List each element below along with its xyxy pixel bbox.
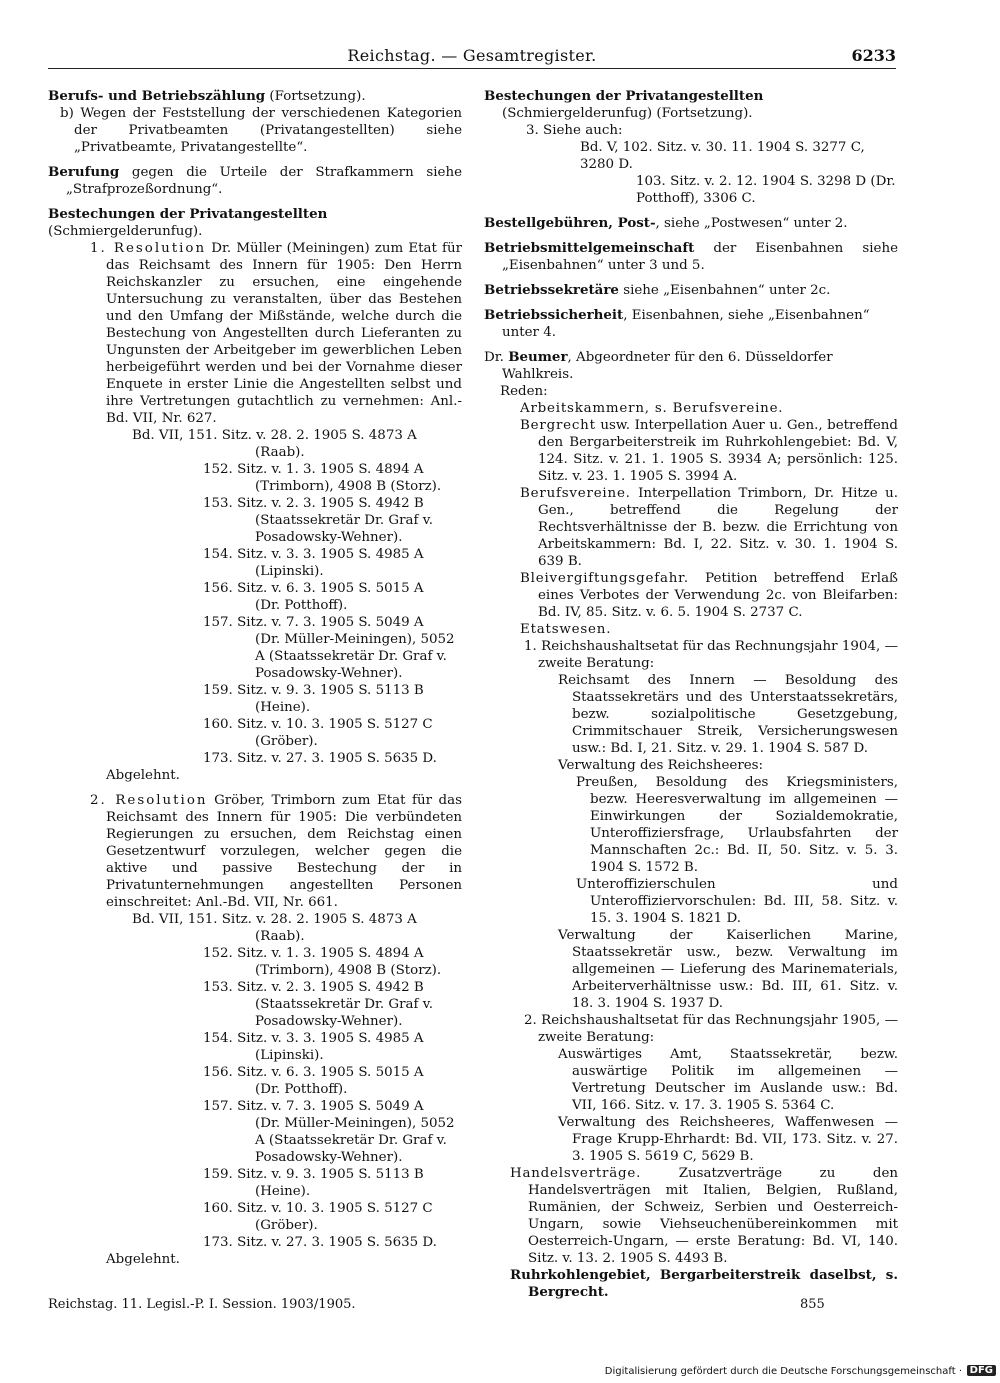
reference-speaker: (Staatssekretär Dr. Graf v. Posadowsky-Wehner). bbox=[255, 513, 433, 545]
reference-citation: 154. Sitz. v. 3. 3. 1905 S. 4985 A bbox=[203, 1031, 424, 1046]
reference-list bbox=[48, 427, 462, 767]
reference-citation: 160. Sitz. v. 10. 3. 1905 S. 5127 C bbox=[203, 717, 433, 732]
budget-subsubitem: Unteroffizierschulen und Unteroffiziervorschulen: Bd. III, 58. Sitz. v. 15. 3. 1904 S. 1821 D. bbox=[576, 877, 898, 926]
running-title: Reichstag. — Gesamtregister. bbox=[347, 46, 597, 65]
budget-subitem: Auswärtiges Amt, Staatssekretär, bezw. auswärtige Politik im allgemeinen — Vertretung Deutscher im Auslande usw.: Bd. VII, 166. Sitz. v. 17. 3. 1905 S. 5364 C. bbox=[558, 1047, 898, 1113]
speech-text: usw. Interpellation Auer u. Gen., betreffend den Bergarbeiterstreik im Ruhrkohlengebiet: Bd. V, 124. Sitz. v. 21. 1. 1905 S. 3934 A; persönlich: 125. Sitz. v. 23. 1. 1905 S. 3994 A. bbox=[538, 418, 898, 484]
status-abgelehnt: Abgelehnt. bbox=[106, 1252, 180, 1267]
reference-line: 103. Sitz. v. 2. 12. 1904 S. 3298 D (Dr. Potthoff), 3306 C. bbox=[636, 174, 896, 206]
resolution-text: Gröber, Trimborn zum Etat für das Reichsamt des Innern für 1905: Die verbündeten Regierungen zu ersuchen, dem Reichstag einen Gesetzentwurf vorzulegen, welcher gegen die aktive und passive Bestechung der in Privatunternehmungen angestellten Personen einschreitet: Anl.-Bd. VII, Nr. 661. bbox=[106, 793, 462, 910]
speech-entry bbox=[520, 485, 898, 570]
budget-subitem: Verwaltung des Reichsheeres: bbox=[558, 758, 764, 773]
title-prefix: Dr. bbox=[484, 350, 509, 365]
status-abgelehnt: Abgelehnt. bbox=[106, 768, 180, 783]
reference-speaker: (Dr. Potthoff). bbox=[255, 598, 348, 613]
entry-bestechungen bbox=[48, 206, 462, 1268]
speech-entry: Arbeitskammern, s. Berufsvereine. bbox=[520, 401, 784, 416]
reference-speaker: (Gröber). bbox=[255, 734, 318, 749]
entry-bestechungen-cont bbox=[484, 88, 898, 207]
reference-speaker: (Raab). bbox=[255, 929, 305, 944]
budget-subitem: Verwaltung der Kaiserlichen Marine, Staatssekretär usw., bezw. Verwaltung im allgemeinen — Lieferung des Marinematerials, Arbeiterverhältnisse usw.: Bd. III, 61. Sitz. v. 18. 3. 1904 S. 1937 D. bbox=[558, 928, 898, 1011]
reference-entry bbox=[48, 546, 462, 580]
reference-citation: 154. Sitz. v. 3. 3. 1905 S. 4985 A bbox=[203, 547, 424, 562]
speech-text: Zusatzverträge zu den Handelsverträgen mit Italien, Belgien, Rußland, Rumänien, der Schweiz, Serbien und Oesterreich-Ungarn, sowie Viehseuchenübereinkommen mit Oesterreich-Ungarn, — erste Beratung: Bd. VI, 140. Sitz. v. 13. 2. 1905 S. 4493 B. bbox=[528, 1166, 898, 1266]
reference-citation: 152. Sitz. v. 1. 3. 1905 S. 4894 A bbox=[203, 946, 424, 961]
reference-speaker: (Raab). bbox=[255, 445, 305, 460]
reden-label: Reden: bbox=[500, 384, 548, 399]
entry-heading-suffix: (Schmiergelderunfug). bbox=[48, 224, 203, 239]
reference-entry bbox=[48, 1030, 462, 1064]
budget-subsubitem: Preußen, Besoldung des Kriegsministers, bezw. Heeresverwaltung im allgemeinen — Einwirkungen der Sozialdemokratie, Unteroffiziersfrage, Urlaubsfahrten der Mannschaften 2c.: Bd. II, 50. Sitz. v. 5. 3. 1904 S. 1572 B. bbox=[576, 775, 898, 875]
resolution-1 bbox=[48, 240, 462, 427]
see-also: 3. Siehe auch: bbox=[526, 123, 623, 138]
speech-topic: Bleivergiftungsgefahr. bbox=[520, 571, 689, 586]
speech-list bbox=[484, 400, 898, 1301]
reference-speaker: (Heine). bbox=[255, 700, 311, 715]
reference-entry bbox=[48, 911, 462, 945]
reference-entry bbox=[48, 1098, 462, 1166]
page-number: 6233 bbox=[851, 46, 896, 65]
page-header bbox=[48, 44, 896, 69]
entry-bestellgebuehren bbox=[484, 215, 898, 232]
reference-speaker: (Staatssekretär Dr. Graf v. Posadowsky-Wehner). bbox=[255, 997, 433, 1029]
entry-berufszaehlung bbox=[48, 88, 462, 156]
entry-heading: Betriebssekretäre bbox=[484, 282, 619, 298]
entry-betriebsmittelgemeinschaft bbox=[484, 240, 898, 274]
dfg-logo: DFG bbox=[967, 1365, 996, 1376]
budget-subitem: Reichsamt des Innern — Besoldung des Staatssekretärs und des Unterstaatssekretärs, bezw. sozialpolitische Gesetzgebung, Crimmitschauer Streik, Versicherungswesen usw.: Bd. I, 21. Sitz. v. 29. 1. 1904 S. 587 D. bbox=[558, 673, 898, 756]
entry-text: b) Wegen der Feststellung der verschiedenen Kategorien der Privatbeamten (Privatangestellten) siehe „Privatbeamte, Privatangestellte“. bbox=[60, 106, 462, 155]
entry-heading: Betriebssicherheit bbox=[484, 307, 624, 323]
reference-citation: 153. Sitz. v. 2. 3. 1905 S. 4942 B bbox=[203, 980, 424, 995]
dfg-credit-text: Digitalisierung gefördert durch die Deutsche Forschungsgemeinschaft · bbox=[604, 1366, 962, 1377]
left-column bbox=[48, 88, 462, 1276]
budget-subitem: Verwaltung des Reichsheeres, Waffenwesen — Frage Krupp-Ehrhardt: Bd. VII, 173. Sitz. v. 27. 3. 1905 S. 5619 C, 5629 B. bbox=[558, 1115, 898, 1164]
resolution-text: Dr. Müller (Meiningen) zum Etat für das Reichsamt des Innern für 1905: Den Herrn Reichskanzler zu ersuchen, eine eingehende Untersuchung zu veranstalten, über das Bestehen und den Umfang der Mißstände, welche durch die Bestechung von Angestellten durch Lieferanten zu Ungunsten der Arbeitgeber im gewerblichen Leben herbeigeführt werden und bei der Vornahme dieser Enquete in erster Linie die Angestellten selbst und ihre Vertretungen gutachtlich zu vernehmen: Anl.-Bd. VII, Nr. 627. bbox=[106, 241, 462, 426]
reference-entry bbox=[48, 580, 462, 614]
reference-speaker: (Lipinski). bbox=[255, 564, 324, 579]
reference-citation: 159. Sitz. v. 9. 3. 1905 S. 5113 B bbox=[203, 683, 424, 698]
budget-item: 2. Reichshaushaltsetat für das Rechnungsjahr 1905, — zweite Beratung: bbox=[524, 1013, 898, 1045]
entry-text: , siehe „Postwesen“ unter 2. bbox=[655, 216, 848, 231]
resolution-label: 2. Resolution bbox=[90, 793, 208, 808]
entry-heading: Berufs- und Betriebszählung bbox=[48, 88, 266, 104]
resolution-2 bbox=[48, 792, 462, 911]
speech-topic: Etatswesen. bbox=[520, 622, 612, 637]
reference-citation: 153. Sitz. v. 2. 3. 1905 S. 4942 B bbox=[203, 496, 424, 511]
reference-entry bbox=[48, 979, 462, 1030]
reference-speaker: (Dr. Potthoff). bbox=[255, 1082, 348, 1097]
entry-heading: Berufung bbox=[48, 164, 120, 180]
speech-entry bbox=[520, 417, 898, 485]
reference-speaker: (Trimborn), 4908 B (Storz). bbox=[255, 963, 442, 978]
speech-entry bbox=[520, 570, 898, 621]
reference-citation: 173. Sitz. v. 27. 3. 1905 S. 5635 D. bbox=[203, 1235, 437, 1250]
reference-citation: 160. Sitz. v. 10. 3. 1905 S. 5127 C bbox=[203, 1201, 433, 1216]
reference-entry bbox=[48, 1234, 462, 1251]
reference-citation: Bd. VII, 151. Sitz. v. 28. 2. 1905 S. 4873 A bbox=[132, 428, 417, 443]
reference-entry bbox=[48, 495, 462, 546]
reference-line: Bd. V, 102. Sitz. v. 30. 11. 1904 S. 3277 C, 3280 D. bbox=[580, 140, 865, 172]
entry-berufung bbox=[48, 164, 462, 198]
reference-entry bbox=[48, 1200, 462, 1234]
dfg-credit bbox=[604, 1365, 996, 1380]
entry-heading: Bestellgebühren, Post- bbox=[484, 215, 656, 231]
entry-heading: Beumer bbox=[508, 349, 568, 365]
reference-entry bbox=[48, 461, 462, 495]
reference-citation: 156. Sitz. v. 6. 3. 1905 S. 5015 A bbox=[203, 581, 424, 596]
reference-entry bbox=[48, 1064, 462, 1098]
reference-speaker: (Dr. Müller-Meiningen), 5052 A (Staatssekretär Dr. Graf v. Posadowsky-Wehner). bbox=[255, 632, 455, 681]
entry-text: , Eisenbahnen, siehe „Eisenbahnen“ unter 4. bbox=[502, 308, 870, 340]
right-column bbox=[484, 88, 898, 1309]
entry-text: gegen die Urteile der Strafkammern siehe „Strafprozeßordnung“. bbox=[66, 165, 462, 197]
reference-entry bbox=[48, 750, 462, 767]
resolution-label: 1. Resolution bbox=[90, 241, 207, 256]
speech-topic: Handelsverträge. bbox=[510, 1166, 642, 1181]
speech-entry: Ruhrkohlengebiet, Bergarbeiterstreik daselbst, s. Bergrecht. bbox=[510, 1267, 898, 1300]
budget-item: 1. Reichshaushaltsetat für das Rechnungsjahr 1904, — zweite Beratung: bbox=[524, 639, 898, 671]
entry-heading: Bestechungen der Privatangestellten bbox=[48, 206, 328, 222]
reference-citation: 152. Sitz. v. 1. 3. 1905 S. 4894 A bbox=[203, 462, 424, 477]
entry-heading-suffix: (Fortsetzung). bbox=[265, 89, 366, 104]
reference-citation: Bd. VII, 151. Sitz. v. 28. 2. 1905 S. 4873 A bbox=[132, 912, 417, 927]
reference-speaker: (Lipinski). bbox=[255, 1048, 324, 1063]
entry-text: der Eisenbahnen siehe „Eisenbahnen“ unter 3 und 5. bbox=[502, 241, 898, 273]
speech-text: Interpellation Trimborn, Dr. Hitze u. Gen., betreffend die Regelung der Rechtsverhältnisse der B. bezw. die Errichtung von Arbeitskammern: Bd. I, 22. Sitz. v. 30. 1. 1904 S. 639 B. bbox=[538, 486, 898, 569]
entry-text: , Abgeordneter für den 6. Düsseldorfer Wahlkreis. bbox=[502, 350, 833, 382]
sheet-number: 855 bbox=[800, 1297, 825, 1312]
reference-list bbox=[48, 911, 462, 1251]
reference-entry bbox=[48, 682, 462, 716]
entry-beumer bbox=[484, 349, 898, 1301]
speech-text: Petition betreffend Erlaß eines Verbotes der Verwendung 2c. von Bleifarben: Bd. IV, 85. Sitz. v. 6. 5. 1904 S. 2737 C. bbox=[538, 571, 898, 620]
reference-citation: 157. Sitz. v. 7. 3. 1905 S. 5049 A bbox=[203, 615, 424, 630]
reference-citation: 159. Sitz. v. 9. 3. 1905 S. 5113 B bbox=[203, 1167, 424, 1182]
reference-citation: 156. Sitz. v. 6. 3. 1905 S. 5015 A bbox=[203, 1065, 424, 1080]
footer-source: Reichstag. 11. Legisl.-P. I. Session. 1903/1905. bbox=[48, 1297, 356, 1312]
entry-heading-suffix: (Schmiergelderunfug) (Fortsetzung). bbox=[502, 106, 753, 121]
reference-citation: 173. Sitz. v. 27. 3. 1905 S. 5635 D. bbox=[203, 751, 437, 766]
reference-entry bbox=[48, 1166, 462, 1200]
speech-topic: Berufsvereine. bbox=[520, 486, 631, 501]
reference-speaker: (Heine). bbox=[255, 1184, 311, 1199]
entry-heading: Bestechungen der Privatangestellten bbox=[484, 88, 764, 104]
reference-speaker: (Dr. Müller-Meiningen), 5052 A (Staatssekretär Dr. Graf v. Posadowsky-Wehner). bbox=[255, 1116, 455, 1165]
speech-entry bbox=[510, 1165, 898, 1267]
reference-entry bbox=[48, 614, 462, 682]
reference-entry bbox=[48, 945, 462, 979]
entry-betriebssekretaere bbox=[484, 282, 898, 299]
reference-speaker: (Trimborn), 4908 B (Storz). bbox=[255, 479, 442, 494]
entry-heading: Betriebsmittelgemeinschaft bbox=[484, 240, 695, 256]
entry-betriebssicherheit bbox=[484, 307, 898, 341]
reference-citation: 157. Sitz. v. 7. 3. 1905 S. 5049 A bbox=[203, 1099, 424, 1114]
reference-entry bbox=[48, 716, 462, 750]
reference-entry bbox=[48, 427, 462, 461]
entry-text: siehe „Eisenbahnen“ unter 2c. bbox=[618, 283, 831, 298]
reference-speaker: (Gröber). bbox=[255, 1218, 318, 1233]
speech-topic: Bergrecht bbox=[520, 418, 596, 433]
